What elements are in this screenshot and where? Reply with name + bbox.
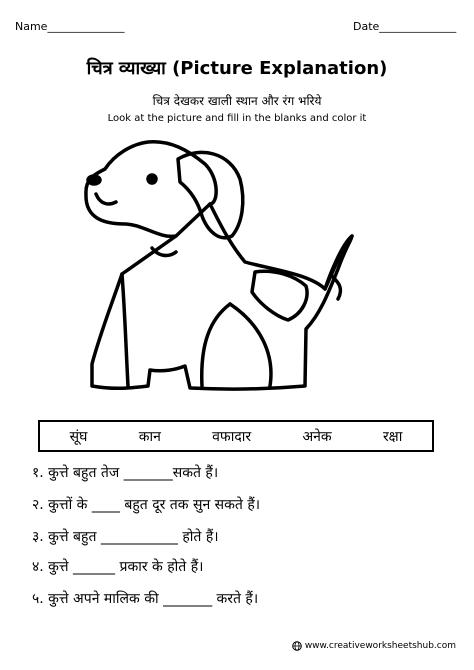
dog-head-outline — [86, 142, 216, 237]
dog-illustration — [70, 124, 380, 414]
word-bank-item: वफादार — [212, 428, 252, 445]
dog-front-leg — [122, 274, 128, 386]
word-bank-item: कान — [138, 428, 161, 445]
dog-nose — [88, 176, 100, 184]
dog-tail-spot — [332, 276, 340, 299]
worksheet-title: चित्र व्याख्या (Picture Explanation) — [86, 58, 388, 79]
question-2: २. कुत्तों के ____ बहुत दूर तक सुन सकते हैं। — [32, 497, 261, 513]
dog-back-spot — [252, 271, 307, 320]
globe-icon — [292, 641, 302, 651]
question-3: ३. कुत्ते बहुत ___________ होते हैं। — [32, 529, 219, 545]
website-url: www.creativeworksheetshub.com — [304, 641, 456, 651]
question-4: ४. कुत्ते ______ प्रकार के होते हैं। — [32, 559, 204, 575]
word-bank-box — [38, 420, 434, 452]
date-field: Date______________ — [353, 20, 457, 33]
word-bank-item: रक्षा — [382, 428, 403, 445]
dog-hind-leg — [202, 304, 230, 386]
instruction-hindi: चित्र देखकर खाली स्थान और रंग भरिये — [152, 94, 322, 108]
name-field: Name______________ — [15, 20, 125, 33]
dog-mouth — [96, 194, 116, 204]
dog-body-outline — [92, 204, 352, 389]
word-bank-item: सूंघ — [69, 428, 88, 445]
word-bank-item: अनेक — [302, 428, 332, 445]
dog-eye — [148, 175, 156, 183]
question-1: १. कुत्ते बहुत तेज _______सकते हैं। — [32, 465, 219, 481]
instruction-english: Look at the picture and fill in the blanks and color it — [107, 113, 367, 124]
footer-website — [292, 641, 456, 651]
dog-hind-haunch — [230, 304, 271, 386]
question-5: ५. कुत्ते अपने मालिक की _______ करते हैं। — [32, 591, 259, 607]
